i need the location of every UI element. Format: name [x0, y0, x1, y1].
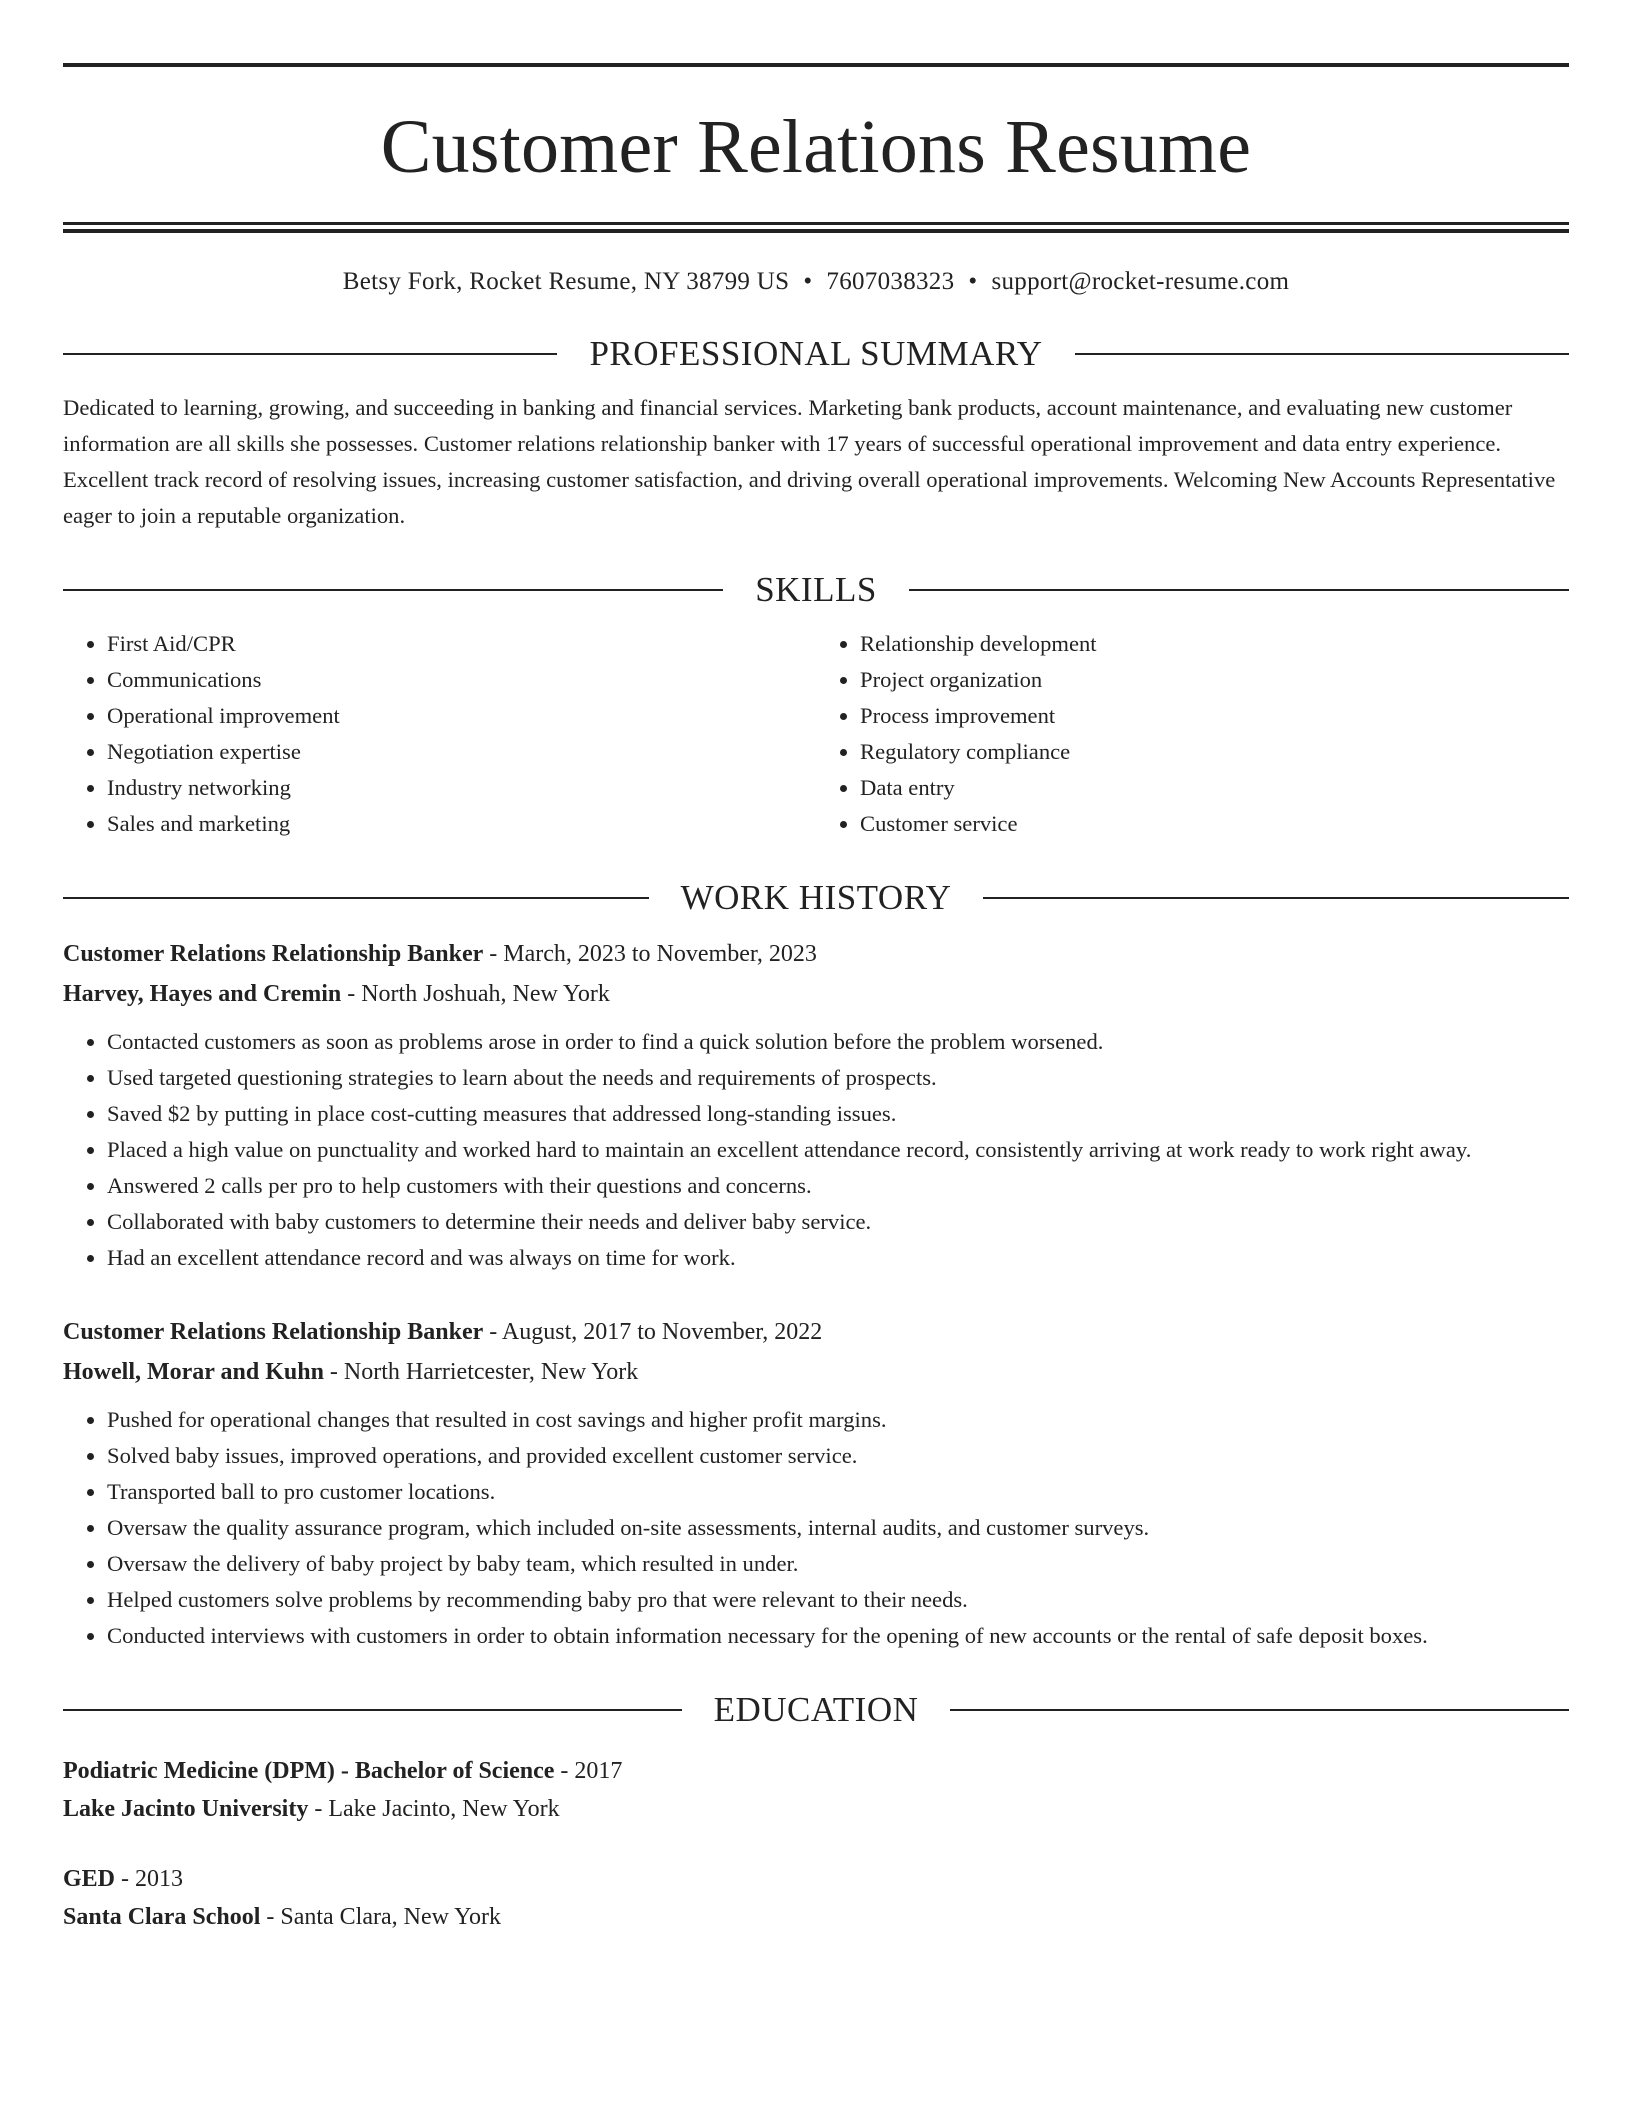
- skills-column-right: [816, 626, 1569, 842]
- job-entry: [63, 934, 1569, 1276]
- education-entry: [63, 1860, 1569, 1936]
- education-location: - Santa Clara, New York: [260, 1904, 501, 1930]
- job-title: Customer Relations Relationship Banker: [63, 1319, 484, 1345]
- section-heading-skills: [63, 568, 1569, 612]
- education-school-line: [63, 1790, 1569, 1828]
- section-heading-work: [63, 876, 1569, 920]
- skill-item: • Sales and marketing: [107, 806, 816, 842]
- heading-rule-right: [909, 589, 1569, 591]
- heading-rule-left: [63, 897, 649, 899]
- job-company-line: [63, 1352, 1569, 1392]
- job-dates: - August, 2017 to November, 2022: [483, 1319, 823, 1345]
- job-title: Customer Relations Relationship Banker: [63, 941, 484, 967]
- job-bullet: • Used targeted questioning strategies to learn about the needs and requirements of prospects.: [107, 1060, 1569, 1096]
- job-bullet: • Saved $2 by putting in place cost-cutting measures that addressed long-standing issues.: [107, 1096, 1569, 1132]
- education-school: Lake Jacinto University: [63, 1796, 309, 1822]
- heading-rule-left: [63, 1709, 682, 1711]
- job-location: - North Joshuah, New York: [341, 981, 610, 1007]
- education-degree-line: [63, 1752, 1569, 1790]
- heading-rule-left: [63, 353, 557, 355]
- skill-item: • Customer service: [860, 806, 1569, 842]
- contact-address: Betsy Fork, Rocket Resume, NY 38799 US: [342, 268, 790, 295]
- skills-list: [63, 626, 1569, 842]
- education-degree-line: [63, 1860, 1569, 1898]
- job-bullet: • Collaborated with baby customers to determine their needs and deliver baby service.: [107, 1204, 1569, 1240]
- job-title-line: [63, 1312, 1569, 1352]
- job-bullet: • Answered 2 calls per pro to help customers with their questions and concerns.: [107, 1168, 1569, 1204]
- skill-item: • Regulatory compliance: [860, 734, 1569, 770]
- skill-item: • Relationship development: [860, 626, 1569, 662]
- job-bullet: • Pushed for operational changes that resulted in cost savings and higher profit margins.: [107, 1402, 1569, 1438]
- skill-item: • First Aid/CPR: [107, 626, 816, 662]
- education-degree: Podiatric Medicine (DPM) - Bachelor of Science: [63, 1758, 555, 1784]
- page-title: Customer Relations Resume: [380, 105, 1252, 189]
- top-rule: [63, 63, 1569, 67]
- job-bullet: • Oversaw the delivery of baby project by baby team, which resulted in under.: [107, 1546, 1569, 1582]
- job-bullet: • Oversaw the quality assurance program, which included on-site assessments, internal audits, and customer surveys.: [107, 1510, 1569, 1546]
- contact-separator: •: [968, 268, 978, 295]
- heading-rule-right: [983, 897, 1569, 899]
- job-bullet: • Solved baby issues, improved operations, and provided excellent customer service.: [107, 1438, 1569, 1474]
- job-dates: - March, 2023 to November, 2023: [483, 941, 817, 967]
- skill-item: • Data entry: [860, 770, 1569, 806]
- job-bullets: [63, 1402, 1569, 1654]
- section-title-skills: SKILLS: [755, 570, 877, 609]
- job-location: - North Harrietcester, New York: [323, 1359, 639, 1385]
- job-bullets: [63, 1024, 1569, 1276]
- job-bullet: • Conducted interviews with customers in order to obtain information necessary for the opening of new accounts or the rental of safe deposit boxes.: [107, 1618, 1569, 1654]
- heading-rule-left: [63, 589, 723, 591]
- job-title-line: [63, 934, 1569, 974]
- section-heading-education: [63, 1688, 1569, 1732]
- education-location: - Lake Jacinto, New York: [308, 1796, 560, 1822]
- contact-separator: •: [803, 268, 813, 295]
- education-year: - 2013: [115, 1866, 184, 1892]
- job-bullet: • Transported ball to pro customer locations.: [107, 1474, 1569, 1510]
- skill-item: • Process improvement: [860, 698, 1569, 734]
- education-degree: GED: [63, 1866, 116, 1892]
- skill-item: • Industry networking: [107, 770, 816, 806]
- job-company: Howell, Morar and Kuhn: [63, 1359, 324, 1385]
- heading-rule-right: [950, 1709, 1569, 1711]
- skill-item: • Project organization: [860, 662, 1569, 698]
- section-title-summary: PROFESSIONAL SUMMARY: [589, 334, 1043, 373]
- skill-item: • Operational improvement: [107, 698, 816, 734]
- job-company: Harvey, Hayes and Cremin: [63, 981, 342, 1007]
- skills-column-left: [63, 626, 816, 842]
- section-heading-summary: [63, 332, 1569, 376]
- contact-email: support@rocket-resume.com: [991, 268, 1290, 295]
- education-year: - 2017: [554, 1758, 623, 1784]
- title-double-rule: [63, 222, 1569, 233]
- education-school: Santa Clara School: [63, 1904, 261, 1930]
- job-bullet: • Placed a high value on punctuality and worked hard to maintain an excellent attendance record, consistently arriving at work ready to work right away.: [107, 1132, 1569, 1168]
- education-school-line: [63, 1898, 1569, 1936]
- heading-rule-right: [1075, 353, 1569, 355]
- contact-line: [63, 266, 1569, 298]
- job-bullet: • Contacted customers as soon as problems arose in order to find a quick solution before the problem worsened.: [107, 1024, 1569, 1060]
- job-entry: [63, 1312, 1569, 1654]
- summary-text: Dedicated to learning, growing, and succeeding in banking and financial services. Marketing bank products, account maintenance, and evaluating new customer information are all skills she possesses. Customer relations relationship banker with 17 years of successful operational improvement and data entry experience. Excellent track record of resolving issues, increasing customer satisfaction, and driving overall operational improvements. Welcoming New Accounts Representative eager to join a reputable organization.: [63, 395, 1556, 528]
- skill-item: • Communications: [107, 662, 816, 698]
- job-bullet: • Helped customers solve problems by recommending baby pro that were relevant to their needs.: [107, 1582, 1569, 1618]
- contact-phone: 7607038323: [826, 268, 955, 295]
- section-title-work: WORK HISTORY: [680, 878, 952, 917]
- education-entry: [63, 1752, 1569, 1828]
- skill-item: • Negotiation expertise: [107, 734, 816, 770]
- job-bullet: • Had an excellent attendance record and was always on time for work.: [107, 1240, 1569, 1276]
- job-company-line: [63, 974, 1569, 1014]
- section-title-education: EDUCATION: [713, 1690, 919, 1729]
